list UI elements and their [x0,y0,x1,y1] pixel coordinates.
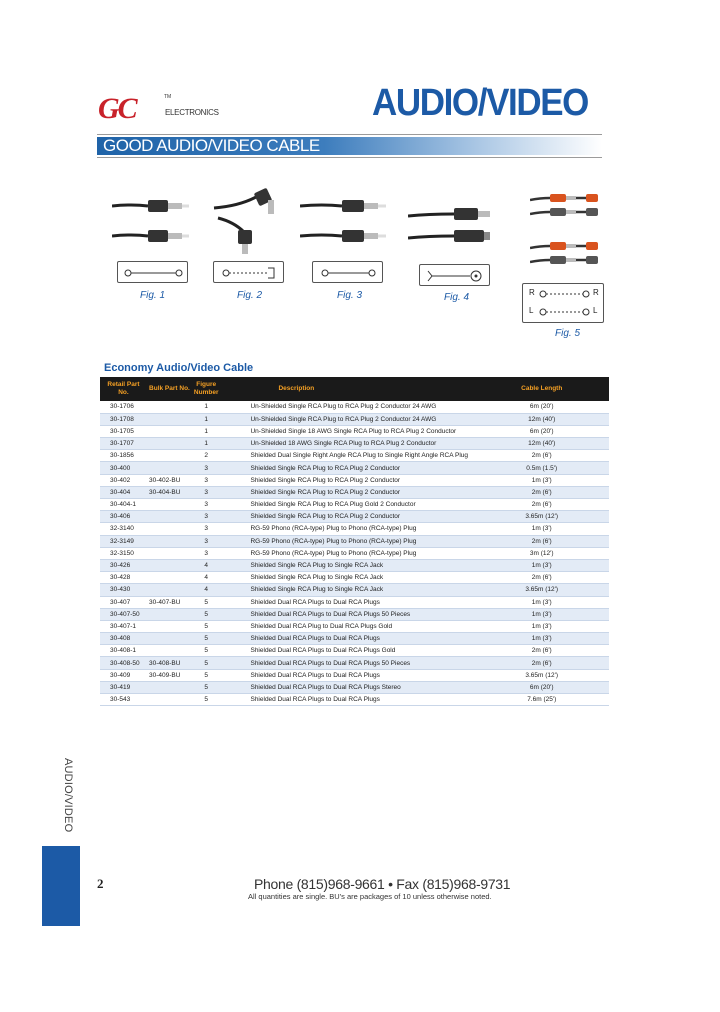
logo-trademark: TM [164,94,172,100]
table-row [100,450,609,462]
table-row [100,523,609,535]
table-title: Economy Audio/Video Cable [104,362,254,374]
cell-retail-part: 30-404-1 [100,499,147,511]
cell-bulk-part [147,511,192,523]
cell-figure: 5 [192,620,221,632]
table-row [100,669,609,681]
cell-description: Shielded Single RCA Plug to Single RCA Jack [220,559,474,571]
cell-bulk-part [147,681,192,693]
cell-figure: 4 [192,572,221,584]
cell-length: 2m (6') [474,535,609,547]
cell-figure: 5 [192,608,221,620]
figure-2-photo [210,186,286,258]
figure-1-photo [112,192,192,248]
table-header-row [100,377,609,401]
cell-bulk-part [147,401,192,413]
cell-length: 3m (12') [474,547,609,559]
cell-retail-part: 30-1708 [100,413,147,425]
cell-figure: 2 [192,450,221,462]
cell-description: Shielded Dual RCA Plugs to Dual RCA Plugs [220,633,474,645]
table-row [100,645,609,657]
cell-length: 1m (3') [474,620,609,632]
cell-description: Un-Shielded Single RCA Plug to RCA Plug 2 Conductor 24 AWG [220,401,474,413]
table-row [100,511,609,523]
table-row [100,657,609,669]
cell-description: Shielded Dual RCA Plugs to Dual RCA Plugs [220,669,474,681]
cell-description: Un-Shielded Single 18 AWG Single RCA Plug to RCA Plug 2 Conductor [220,425,474,437]
cell-retail-part: 30-407-50 [100,608,147,620]
cell-description: Shielded Dual RCA Plug to Dual RCA Plugs Gold [220,620,474,632]
cell-retail-part: 30-404 [100,486,147,498]
figure-4-photo [408,198,500,250]
cell-figure: 1 [192,401,221,413]
cell-length: 6m (20') [474,681,609,693]
table-row [100,462,609,474]
cell-bulk-part [147,584,192,596]
figure-5-label: Fig. 5 [555,328,581,339]
cell-length: 3.65m (12') [474,669,609,681]
cell-figure: 3 [192,511,221,523]
table-row [100,694,609,706]
figure-3-diagram [312,261,383,283]
cell-bulk-part [147,413,192,425]
cell-bulk-part [147,572,192,584]
cell-figure: 3 [192,547,221,559]
page-title: AUDIO/VIDEO [372,82,588,124]
logo-subtitle: ELECTRONICS [165,108,219,117]
cell-figure: 3 [192,462,221,474]
table-row [100,572,609,584]
cell-retail-part: 30-419 [100,681,147,693]
cell-bulk-part [147,425,192,437]
cell-bulk-part [147,694,192,706]
page-number: 2 [97,876,104,891]
cell-length: 7.6m (25') [474,694,609,706]
cell-length: 12m (40') [474,438,609,450]
cell-bulk-part [147,547,192,559]
cell-retail-part: 30-1856 [100,450,147,462]
cell-retail-part: 30-408-50 [100,657,147,669]
cell-length: 6m (20') [474,425,609,437]
cell-retail-part: 30-1707 [100,438,147,450]
cell-figure: 4 [192,584,221,596]
cell-description: Shielded Dual RCA Plugs to Dual RCA Plugs 50 Pieces [220,608,474,620]
cell-retail-part: 30-400 [100,462,147,474]
cell-description: RG-59 Phono (RCA-type) Plug to Phono (RCA-type) Plug [220,535,474,547]
cell-figure: 5 [192,645,221,657]
cell-length: 1m (3') [474,608,609,620]
cell-description: Shielded Dual RCA Plugs to Dual RCA Plugs 50 Pieces [220,657,474,669]
cell-length: 1m (3') [474,474,609,486]
cell-length: 2m (6') [474,450,609,462]
cell-retail-part: 30-428 [100,572,147,584]
table-row [100,620,609,632]
figure-1-diagram [117,261,188,283]
section-banner [97,134,602,158]
cell-description: Shielded Single RCA Plug to Single RCA Jack [220,572,474,584]
table-body [100,401,609,706]
cell-description: RG-59 Phono (RCA-type) Plug to Phono (RCA-type) Plug [220,547,474,559]
cell-retail-part: 32-3150 [100,547,147,559]
cell-bulk-part: 30-402-BU [147,474,192,486]
product-table [100,377,609,706]
cell-retail-part: 30-406 [100,511,147,523]
cell-figure: 1 [192,438,221,450]
table-row [100,499,609,511]
cell-bulk-part [147,559,192,571]
cell-figure: 5 [192,669,221,681]
cell-bulk-part: 30-409-BU [147,669,192,681]
cell-bulk-part: 30-408-BU [147,657,192,669]
cell-figure: 3 [192,486,221,498]
cell-retail-part: 30-1705 [100,425,147,437]
cell-description: Shielded Single RCA Plug to RCA Plug 2 Conductor [220,486,474,498]
fig5-l-right: L [593,306,598,315]
cell-length: 2m (6') [474,572,609,584]
header-retail: Retail Part No. [100,377,147,401]
cell-length: 3.65m (12') [474,511,609,523]
cell-bulk-part [147,523,192,535]
cell-length: 0.5m (1.5') [474,462,609,474]
table-row [100,535,609,547]
fig5-r-left: R [529,288,535,297]
cell-retail-part: 30-407-1 [100,620,147,632]
cell-figure: 3 [192,474,221,486]
table-row [100,425,609,437]
fig5-l-left: L [529,306,534,315]
footnote: All quantities are single. BU's are packages of 10 unless otherwise noted. [248,892,492,901]
section-tab-block [42,846,80,926]
cell-bulk-part: 30-407-BU [147,596,192,608]
figure-2-label: Fig. 2 [237,290,263,301]
cell-bulk-part [147,633,192,645]
brand-logo [98,92,218,126]
cell-description: RG-59 Phono (RCA-type) Plug to Phono (RCA-type) Plug [220,523,474,535]
cell-figure: 5 [192,657,221,669]
cell-retail-part: 30-408-1 [100,645,147,657]
cell-retail-part: 30-407 [100,596,147,608]
cell-length: 1m (3') [474,596,609,608]
figure-5-diagram [522,283,604,323]
cell-length: 2m (6') [474,499,609,511]
cell-length: 2m (6') [474,486,609,498]
table-row [100,401,609,413]
cell-figure: 3 [192,499,221,511]
cell-description: Shielded Single RCA Plug to Single RCA Jack [220,584,474,596]
cell-bulk-part [147,450,192,462]
cell-description: Shielded Dual RCA Plugs to Dual RCA Plugs Stereo [220,681,474,693]
cell-description: Shielded Dual RCA Plugs to Dual RCA Plugs [220,596,474,608]
header-description: Description [220,377,474,401]
table-row [100,608,609,620]
cell-bulk-part [147,462,192,474]
cell-length: 1m (3') [474,523,609,535]
cell-figure: 5 [192,694,221,706]
figure-3-photo [300,192,390,248]
table-row [100,413,609,425]
cell-length: 6m (20') [474,401,609,413]
cell-length: 1m (3') [474,633,609,645]
table-row [100,547,609,559]
banner-rule-top [97,134,602,135]
figure-2-diagram [213,261,284,283]
cell-retail-part: 30-1706 [100,401,147,413]
banner-text: GOOD AUDIO/VIDEO CABLE [103,136,320,155]
cell-description: Shielded Single RCA Plug to RCA Plug 2 Conductor [220,474,474,486]
cell-retail-part: 32-3140 [100,523,147,535]
figure-4-label: Fig. 4 [444,292,470,303]
cell-length: 2m (6') [474,657,609,669]
table-row [100,559,609,571]
cell-description: Shielded Dual Single Right Angle RCA Plug to Single Right Angle RCA Plug [220,450,474,462]
cell-description: Un-Shielded Single RCA Plug to RCA Plug 2 Conductor 24 AWG [220,413,474,425]
cell-bulk-part [147,535,192,547]
cell-retail-part: 32-3149 [100,535,147,547]
cell-length: 2m (6') [474,645,609,657]
table-row [100,584,609,596]
cell-description: Shielded Single RCA Plug to RCA Plug 2 Conductor [220,511,474,523]
figure-5-photo [530,192,604,272]
cell-bulk-part: 30-404-BU [147,486,192,498]
cell-figure: 1 [192,425,221,437]
cell-description: Shielded Single RCA Plug to RCA Plug Gold 2 Conductor [220,499,474,511]
vertical-section-label: AUDIO/VIDEO [62,758,74,833]
cell-length: 3.65m (12') [474,584,609,596]
header-bulk: Bulk Part No. [147,377,192,401]
table-row [100,474,609,486]
cell-bulk-part [147,438,192,450]
table-row [100,681,609,693]
cell-description: Shielded Single RCA Plug to RCA Plug 2 Conductor [220,462,474,474]
cell-bulk-part [147,645,192,657]
cell-figure: 5 [192,681,221,693]
figure-1-label: Fig. 1 [140,290,166,301]
cell-bulk-part [147,608,192,620]
cell-figure: 4 [192,559,221,571]
cell-figure: 1 [192,413,221,425]
cell-retail-part: 30-426 [100,559,147,571]
figure-3-label: Fig. 3 [337,290,363,301]
cell-description: Shielded Dual RCA Plugs to Dual RCA Plugs Gold [220,645,474,657]
table-row [100,596,609,608]
cell-retail-part: 30-409 [100,669,147,681]
table-row [100,633,609,645]
cell-description: Un-Shielded 18 AWG Single RCA Plug to RCA Plug 2 Conductor [220,438,474,450]
cell-figure: 3 [192,523,221,535]
cell-figure: 3 [192,535,221,547]
cell-retail-part: 30-543 [100,694,147,706]
table-row [100,438,609,450]
cell-bulk-part [147,499,192,511]
cell-retail-part: 30-408 [100,633,147,645]
cell-length: 1m (3') [474,559,609,571]
cell-description: Shielded Dual RCA Plugs to Dual RCA Plugs [220,694,474,706]
cell-retail-part: 30-430 [100,584,147,596]
logo-mark: GC [98,92,136,125]
table-row [100,486,609,498]
cell-length: 12m (40') [474,413,609,425]
fig5-r-right: R [593,288,599,297]
cell-figure: 5 [192,633,221,645]
header-figure: Figure Number [192,377,221,401]
figure-4-diagram [419,264,490,286]
contact-info: Phone (815)968-9661 • Fax (815)968-9731 [254,876,511,892]
cell-bulk-part [147,620,192,632]
header-length: Cable Length [474,377,609,401]
cell-figure: 5 [192,596,221,608]
banner-rule-bottom [97,157,602,158]
cell-retail-part: 30-402 [100,474,147,486]
